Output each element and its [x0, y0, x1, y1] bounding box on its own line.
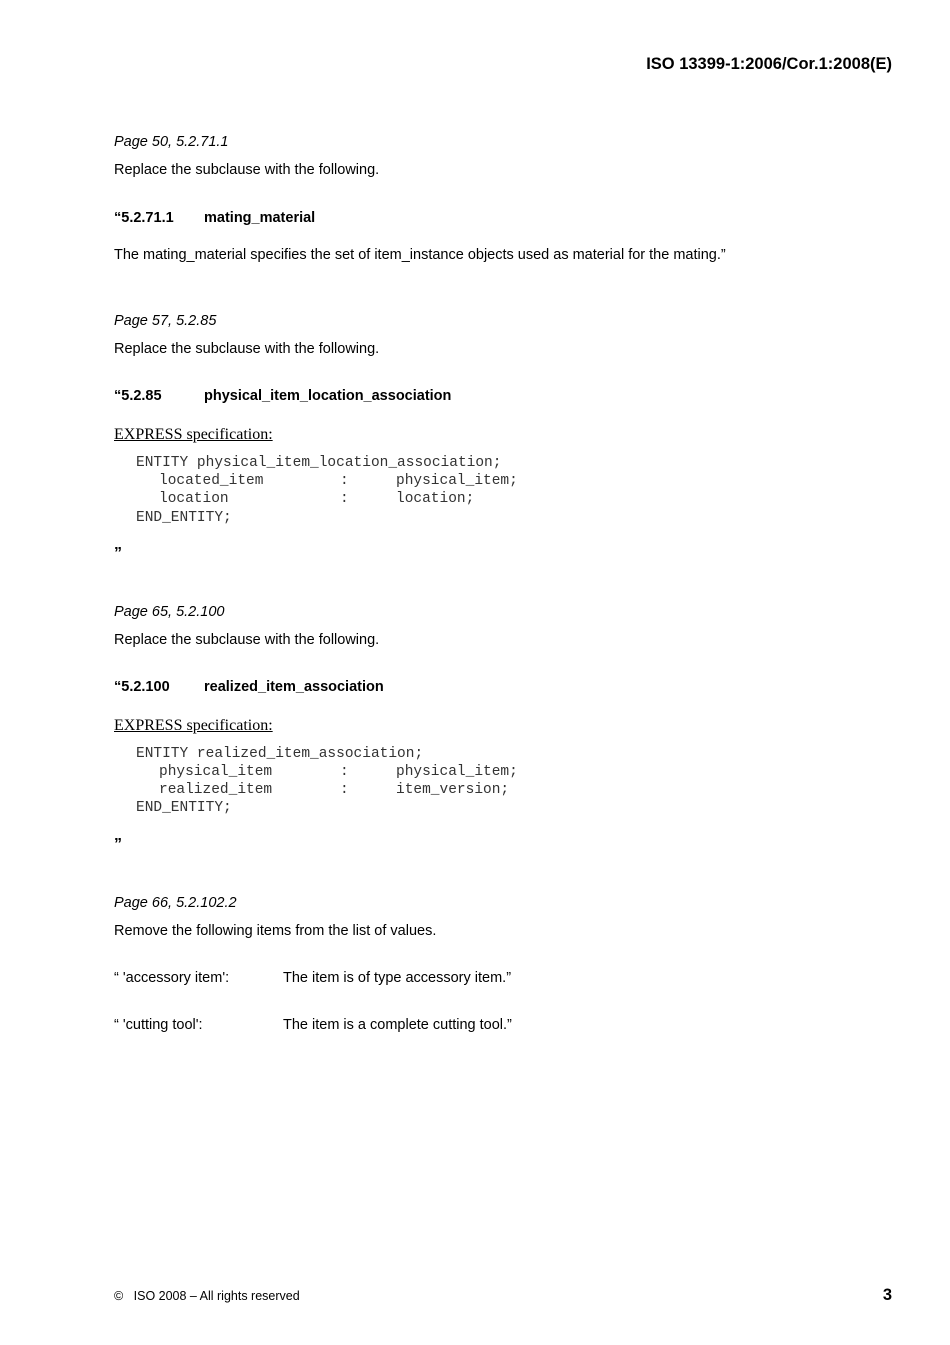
- instruction-text: Replace the subclause with the following.: [114, 341, 380, 357]
- clause-number: “5.2.71.1: [114, 210, 174, 226]
- page-reference: Page 66, 5.2.102.2: [114, 895, 237, 911]
- value-item-label: “ 'cutting tool':: [114, 1017, 203, 1033]
- clause-number: “5.2.85: [114, 388, 162, 404]
- document-header-id: ISO 13399-1:2006/Cor.1:2008(E): [646, 55, 892, 73]
- page-number: 3: [882, 1286, 892, 1304]
- copyright-notice: © ISO 2008 – All rights reserved: [114, 1289, 300, 1303]
- clause-heading: [114, 679, 384, 695]
- code-attr-name: location: [159, 491, 229, 507]
- code-attr-name: physical_item: [159, 764, 273, 780]
- page-reference: Page 50, 5.2.71.1: [114, 134, 229, 150]
- value-item-description: The item is of type accessory item.”: [283, 970, 512, 986]
- closing-quote: ”: [114, 836, 122, 853]
- code-attr-separator: :: [340, 473, 349, 489]
- instruction-text: Replace the subclause with the following.: [114, 632, 380, 648]
- code-end-line: END_ENTITY;: [136, 510, 232, 526]
- code-attr-type: item_version;: [396, 782, 510, 798]
- clause-title: realized_item_association: [204, 679, 384, 695]
- code-entity-line: ENTITY realized_item_association;: [136, 746, 424, 762]
- code-attr-name: located_item: [159, 473, 264, 489]
- closing-quote: ”: [114, 545, 122, 562]
- code-attr-separator: :: [340, 491, 349, 507]
- express-spec-label: EXPRESS specification:: [114, 426, 273, 443]
- clause-title: mating_material: [204, 210, 316, 226]
- value-item-description: The item is a complete cutting tool.”: [283, 1017, 512, 1033]
- code-attr-separator: :: [340, 764, 349, 780]
- code-end-line: END_ENTITY;: [136, 800, 232, 816]
- code-attr-type: location;: [396, 491, 475, 507]
- clause-heading: [114, 210, 315, 226]
- clause-heading: [114, 388, 451, 404]
- clause-title: physical_item_location_association: [204, 388, 452, 404]
- clause-number: “5.2.100: [114, 679, 170, 695]
- code-entity-line: ENTITY physical_item_location_association;: [136, 455, 502, 471]
- code-attr-name: realized_item: [159, 782, 273, 798]
- instruction-text: Replace the subclause with the following.: [114, 162, 380, 178]
- instruction-text: Remove the following items from the list of values.: [114, 923, 437, 939]
- code-attr-type: physical_item;: [396, 473, 518, 489]
- express-spec-label: EXPRESS specification:: [114, 717, 273, 734]
- page-reference: Page 57, 5.2.85: [114, 313, 217, 329]
- page-reference: Page 65, 5.2.100: [114, 604, 225, 620]
- code-attr-type: physical_item;: [396, 764, 518, 780]
- clause-body: The mating_material specifies the set of item_instance objects used as material for the mating.”: [114, 247, 726, 263]
- code-attr-separator: :: [340, 782, 349, 798]
- value-item-label: “ 'accessory item':: [114, 970, 230, 986]
